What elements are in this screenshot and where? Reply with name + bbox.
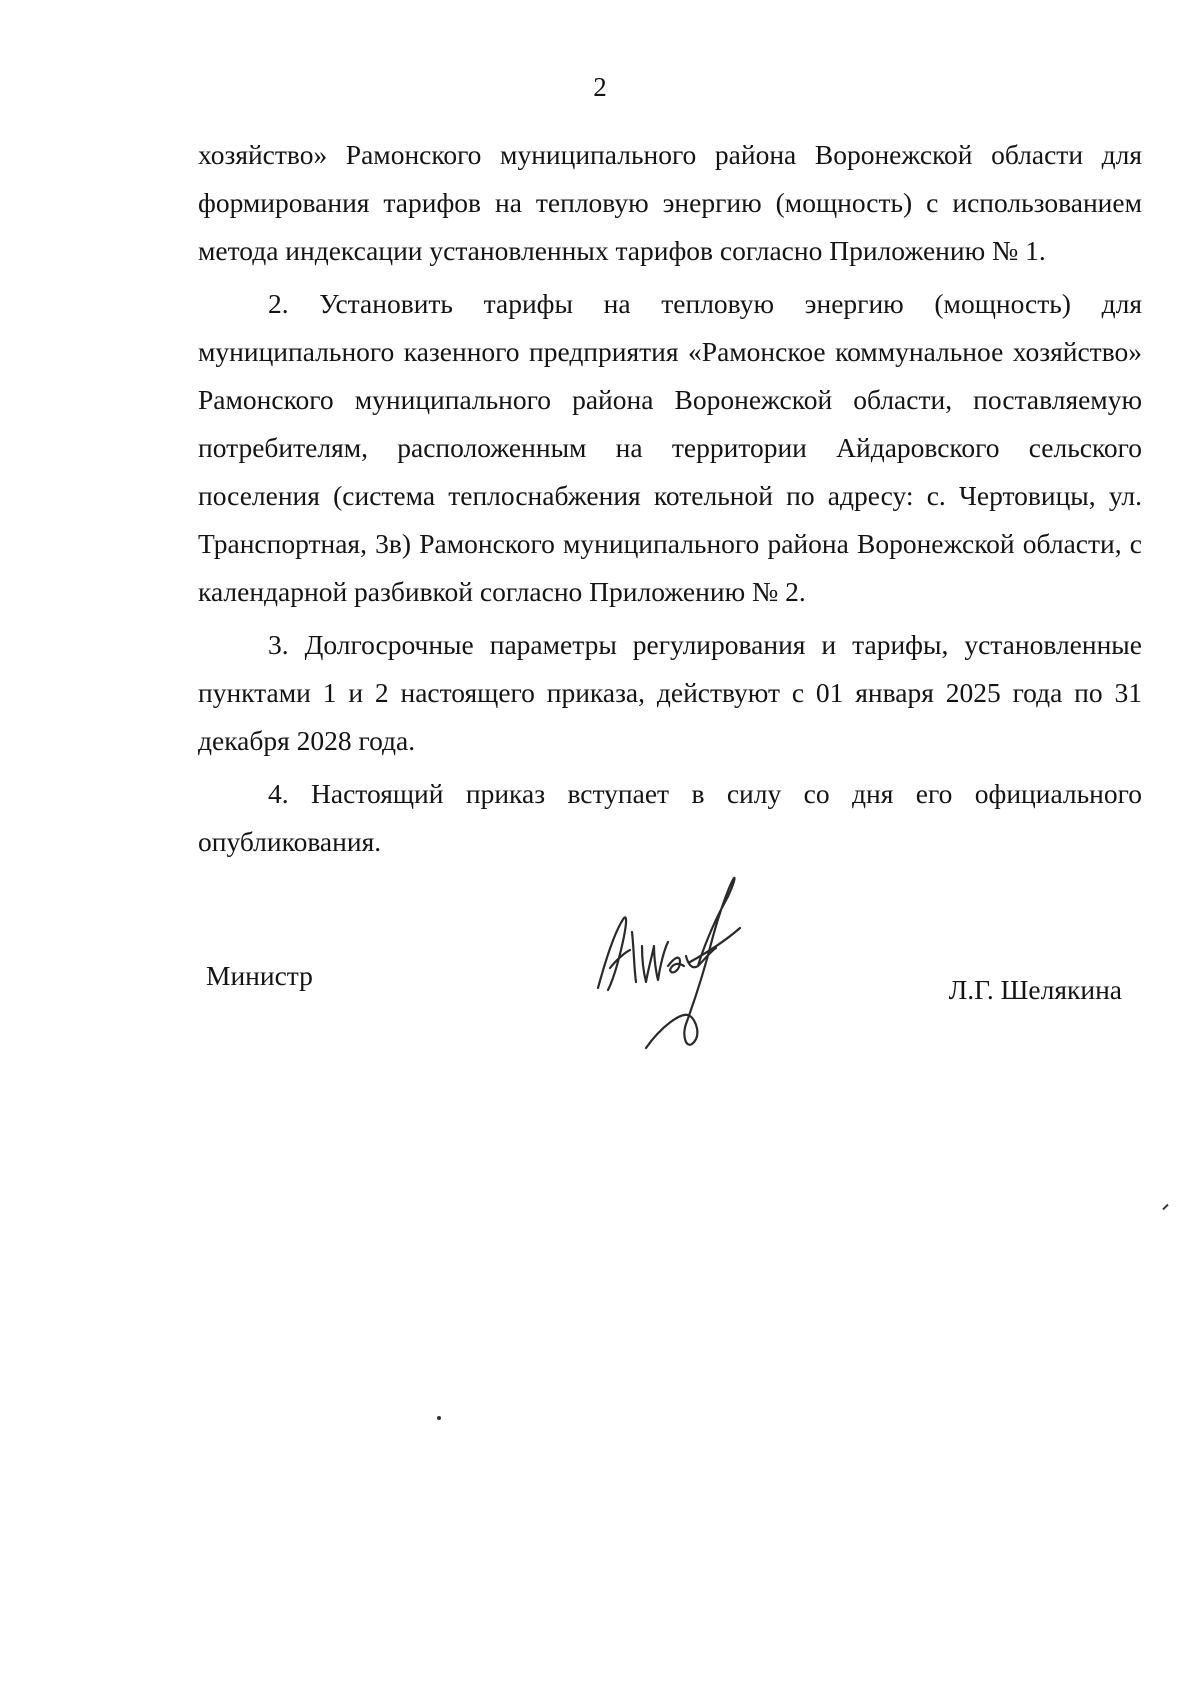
- signer-name: Л.Г. Шелякина: [948, 974, 1122, 1005]
- document-body: [198, 131, 1142, 866]
- scan-tick: [1162, 1204, 1168, 1210]
- scan-speck: [437, 1416, 441, 1420]
- paragraph-continuation: хозяйство» Рамонского муниципального района Воронежской области для формирования тарифов на тепловую энергию (мощность) с использованием метода индексации установленных тарифов согласно Приложению № 1.: [198, 139, 1142, 266]
- paragraph-item-3: 3. Долгосрочные параметры регулирования и тарифы, установленные пунктами 1 и 2 настоящего приказа, действуют с 01 января 2025 года по 31 декабря 2028 года.: [198, 629, 1142, 756]
- signature-block: [0, 870, 1200, 1070]
- paragraph-item-2: 2. Установить тарифы на тепловую энергию (мощность) для муниципального казенного предприятия «Рамонское коммунальное хозяйство» Рамонского муниципального района Воронежской области, поставляемую потребителям, расположенным на территории Айдаровского сельского поселения (система теплоснабжения котельной по адресу: с. Чертовицы, ул. Транспортная, 3в) Рамонского муниципального района Воронежской области, с календарной разбивкой согласно Приложению № 2.: [198, 288, 1142, 607]
- signer-position: Министр: [206, 960, 313, 991]
- page-number: 2: [593, 72, 607, 102]
- handwritten-signature: [590, 870, 770, 1070]
- paragraph-item-4: 4. Настоящий приказ вступает в силу со дня его официального опубликования.: [198, 778, 1142, 857]
